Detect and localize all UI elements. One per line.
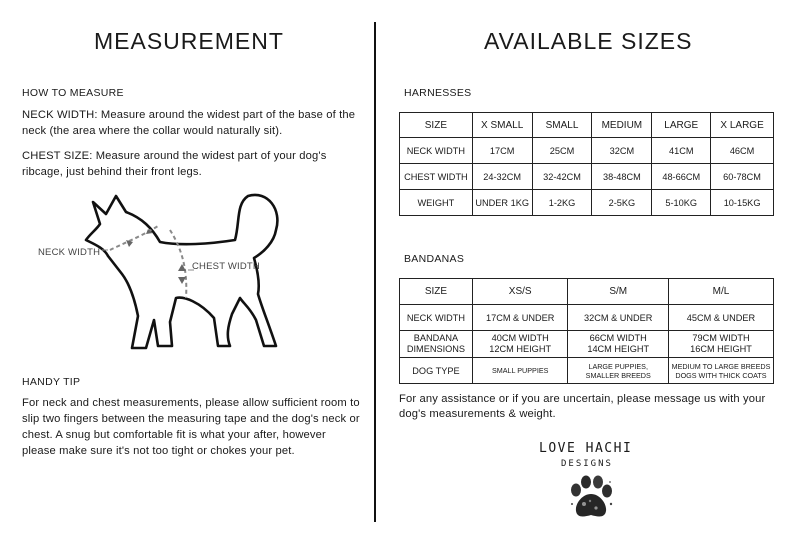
cell-line: 12CM HEIGHT — [489, 344, 552, 354]
table-row — [400, 358, 774, 384]
table-cell: 32CM — [592, 138, 652, 164]
cell-line: SMALLER BREEDS — [585, 370, 651, 380]
cell-line: BANDANA — [413, 333, 459, 343]
header-cell: M/L — [668, 279, 773, 305]
table-cell: 32-42CM — [532, 164, 592, 190]
cell-line: 40CM WIDTH — [491, 333, 549, 343]
cell-line: 16CM HEIGHT — [690, 344, 752, 354]
brand-name: LOVE HACHI — [539, 441, 633, 456]
table-cell: 32CM & UNDER — [568, 305, 669, 331]
cell-line: 66CM WIDTH — [589, 333, 647, 343]
table-cell: 45CM & UNDER — [668, 305, 773, 331]
cell-line: MEDIUM TO LARGE BREEDS — [671, 361, 771, 371]
table-cell: 24-32CM — [472, 164, 532, 190]
bandana-size-table — [399, 278, 774, 384]
table-cell — [668, 358, 773, 384]
how-to-measure-heading: HOW TO MEASURE — [22, 87, 124, 99]
header-cell: XS/S — [472, 279, 568, 305]
table-cell: 1-2KG — [532, 190, 592, 216]
table-cell: 25CM — [532, 138, 592, 164]
column-divider — [374, 22, 376, 522]
contact-text: For any assistance or if you are uncertain, please message us with your dog's measurements & weight. — [399, 393, 766, 420]
header-cell: S/M — [568, 279, 669, 305]
measurement-title: MEASUREMENT — [94, 28, 284, 54]
header-cell: SIZE — [400, 279, 473, 305]
available-sizes-panel — [378, 0, 794, 540]
table-row — [400, 138, 774, 164]
header-cell: X LARGE — [711, 113, 774, 138]
handy-tip-heading: HANDY TIP — [22, 376, 81, 388]
table-cell: 17CM — [472, 138, 532, 164]
table-row — [400, 164, 774, 190]
harnesses-heading: HARNESSES — [404, 87, 472, 99]
paw-print-icon — [566, 474, 616, 522]
table-cell: 41CM — [652, 138, 711, 164]
table-cell: 2-5KG — [592, 190, 652, 216]
table-row — [400, 331, 774, 358]
table-row — [400, 190, 774, 216]
cell-line: 14CM HEIGHT — [587, 344, 650, 354]
header-cell: LARGE — [652, 113, 711, 138]
cell-line: LARGE PUPPIES, — [588, 361, 648, 371]
table-cell: CHEST WIDTH — [400, 164, 473, 190]
table-cell: NECK WIDTH — [400, 138, 473, 164]
table-cell: 10-15KG — [711, 190, 774, 216]
table-cell: SMALL PUPPIES — [472, 358, 568, 384]
table-cell: UNDER 1KG — [472, 190, 532, 216]
table-cell: 38-48CM — [592, 164, 652, 190]
header-cell: SIZE — [400, 113, 473, 138]
cell-line: DIMENSIONS — [406, 344, 466, 354]
table-row — [400, 305, 774, 331]
bandanas-heading: BANDANAS — [404, 253, 465, 265]
table-cell: DOG TYPE — [400, 358, 473, 384]
harness-header-row — [400, 113, 774, 138]
table-cell — [568, 358, 669, 384]
harness-size-table — [399, 112, 774, 216]
table-cell: 46CM — [711, 138, 774, 164]
cell-line: DOGS WITH THICK COATS — [675, 370, 767, 380]
chest-width-label: CHEST WIDTH — [192, 261, 260, 272]
table-cell — [400, 331, 473, 358]
handy-tip-text: For neck and chest measurements, please allow sufficient room to slip two fingers between the measuring tape and the dog's neck or chest. A snug but comfortable fit is what your after, however please make sure it's not too tight or chokes your pet. — [22, 397, 360, 457]
cell-line: 79CM WIDTH — [692, 333, 750, 343]
header-cell: MEDIUM — [592, 113, 652, 138]
table-cell: NECK WIDTH — [400, 305, 473, 331]
table-cell: 48-66CM — [652, 164, 711, 190]
chest-size-instructions: CHEST SIZE: Measure around the widest part of your dog's ribcage, just behind their front legs. — [22, 150, 327, 178]
table-cell: 17CM & UNDER — [472, 305, 568, 331]
neck-width-label: NECK WIDTH — [38, 247, 101, 258]
table-cell: 60-78CM — [711, 164, 774, 190]
available-sizes-title: AVAILABLE SIZES — [484, 28, 693, 54]
measurement-panel — [0, 0, 376, 540]
table-cell — [668, 331, 773, 358]
table-cell: 5-10KG — [652, 190, 711, 216]
neck-width-instructions: NECK WIDTH: Measure around the widest part of the base of the neck (the area where the collar would naturally sit). — [22, 109, 356, 137]
table-cell — [568, 331, 669, 358]
table-cell: WEIGHT — [400, 190, 473, 216]
dog-diagram — [30, 186, 330, 366]
header-cell: X SMALL — [472, 113, 532, 138]
header-cell: SMALL — [532, 113, 592, 138]
dog-silhouette-icon — [30, 186, 330, 366]
brand-subtitle: DESIGNS — [561, 459, 613, 469]
bandana-header-row — [400, 279, 774, 305]
table-cell — [472, 331, 568, 358]
